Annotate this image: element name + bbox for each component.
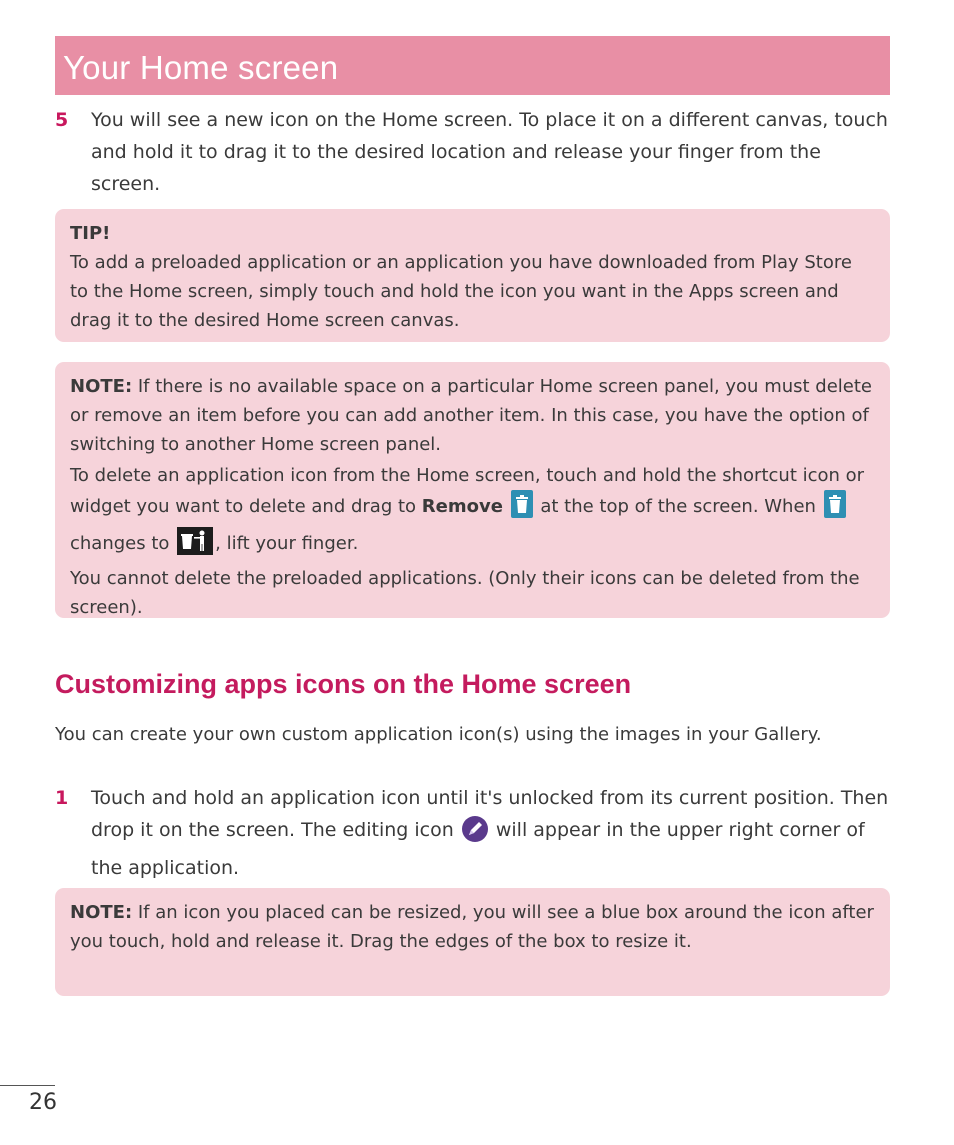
step-5 xyxy=(55,104,891,200)
note-text: If there is no available space on a particular Home screen panel, you must delete or remove an item before you can add another item. In this case, you have the option of switching to another Home screen panel. xyxy=(70,376,872,455)
note-box-1 xyxy=(55,362,890,618)
note-text: If an icon you placed can be resized, you will see a blue box around the icon after you touch, hold and release it. Drag the edges of the box to resize it. xyxy=(70,902,874,952)
note-label: NOTE: xyxy=(70,376,133,397)
note-box-2 xyxy=(55,888,890,996)
trash-icon xyxy=(824,490,846,527)
page-title: Your Home screen xyxy=(63,49,339,86)
tip-label: TIP! xyxy=(70,223,111,244)
section-title: Customizing apps icons on the Home screen xyxy=(55,669,632,699)
section-intro: You can create your own custom application icon(s) using the images in your Gallery. xyxy=(55,724,822,745)
note-text-changes: changes to xyxy=(70,533,176,554)
step-text: You will see a new icon on the Home screen. To place it on a different canvas, touch and hold it to drag it to the desired location and release your finger from the screen. xyxy=(91,109,888,195)
tip-box xyxy=(55,209,890,342)
step-number: 5 xyxy=(55,109,69,131)
step-text-a: Touch and hold an application icon until it's unlocked from its current position. Then drop it on the screen. The editing icon xyxy=(91,787,889,841)
note-text-preloaded: You cannot delete the preloaded applications. (Only their icons can be deleted from the screen). xyxy=(70,568,860,618)
step-1 xyxy=(55,782,891,884)
step-text xyxy=(91,782,891,884)
edit-icon xyxy=(462,816,488,852)
note-text-top: at the top of the screen. When xyxy=(534,496,822,517)
footer-divider xyxy=(0,1085,55,1086)
trash-icon xyxy=(511,490,533,527)
remove-label: Remove xyxy=(421,496,503,517)
note-text-delete: To delete an application icon from the Home screen, touch and hold the shortcut icon or widget you want to delete and drag to xyxy=(70,465,865,517)
note-label: NOTE: xyxy=(70,902,133,923)
trash-release-icon xyxy=(177,527,213,564)
tip-text: To add a preloaded application or an application you have downloaded from Play Store to the Home screen, simply touch and hold the icon you want in the Apps screen and drag it to the desired Home screen canvas. xyxy=(70,252,852,331)
header-banner xyxy=(55,36,890,95)
note-text-lift: , lift your finger. xyxy=(215,533,359,554)
step-number: 1 xyxy=(55,787,69,809)
page-number: 26 xyxy=(29,1090,57,1115)
step-text-b: will appear in the upper right corner of the application. xyxy=(91,819,865,879)
